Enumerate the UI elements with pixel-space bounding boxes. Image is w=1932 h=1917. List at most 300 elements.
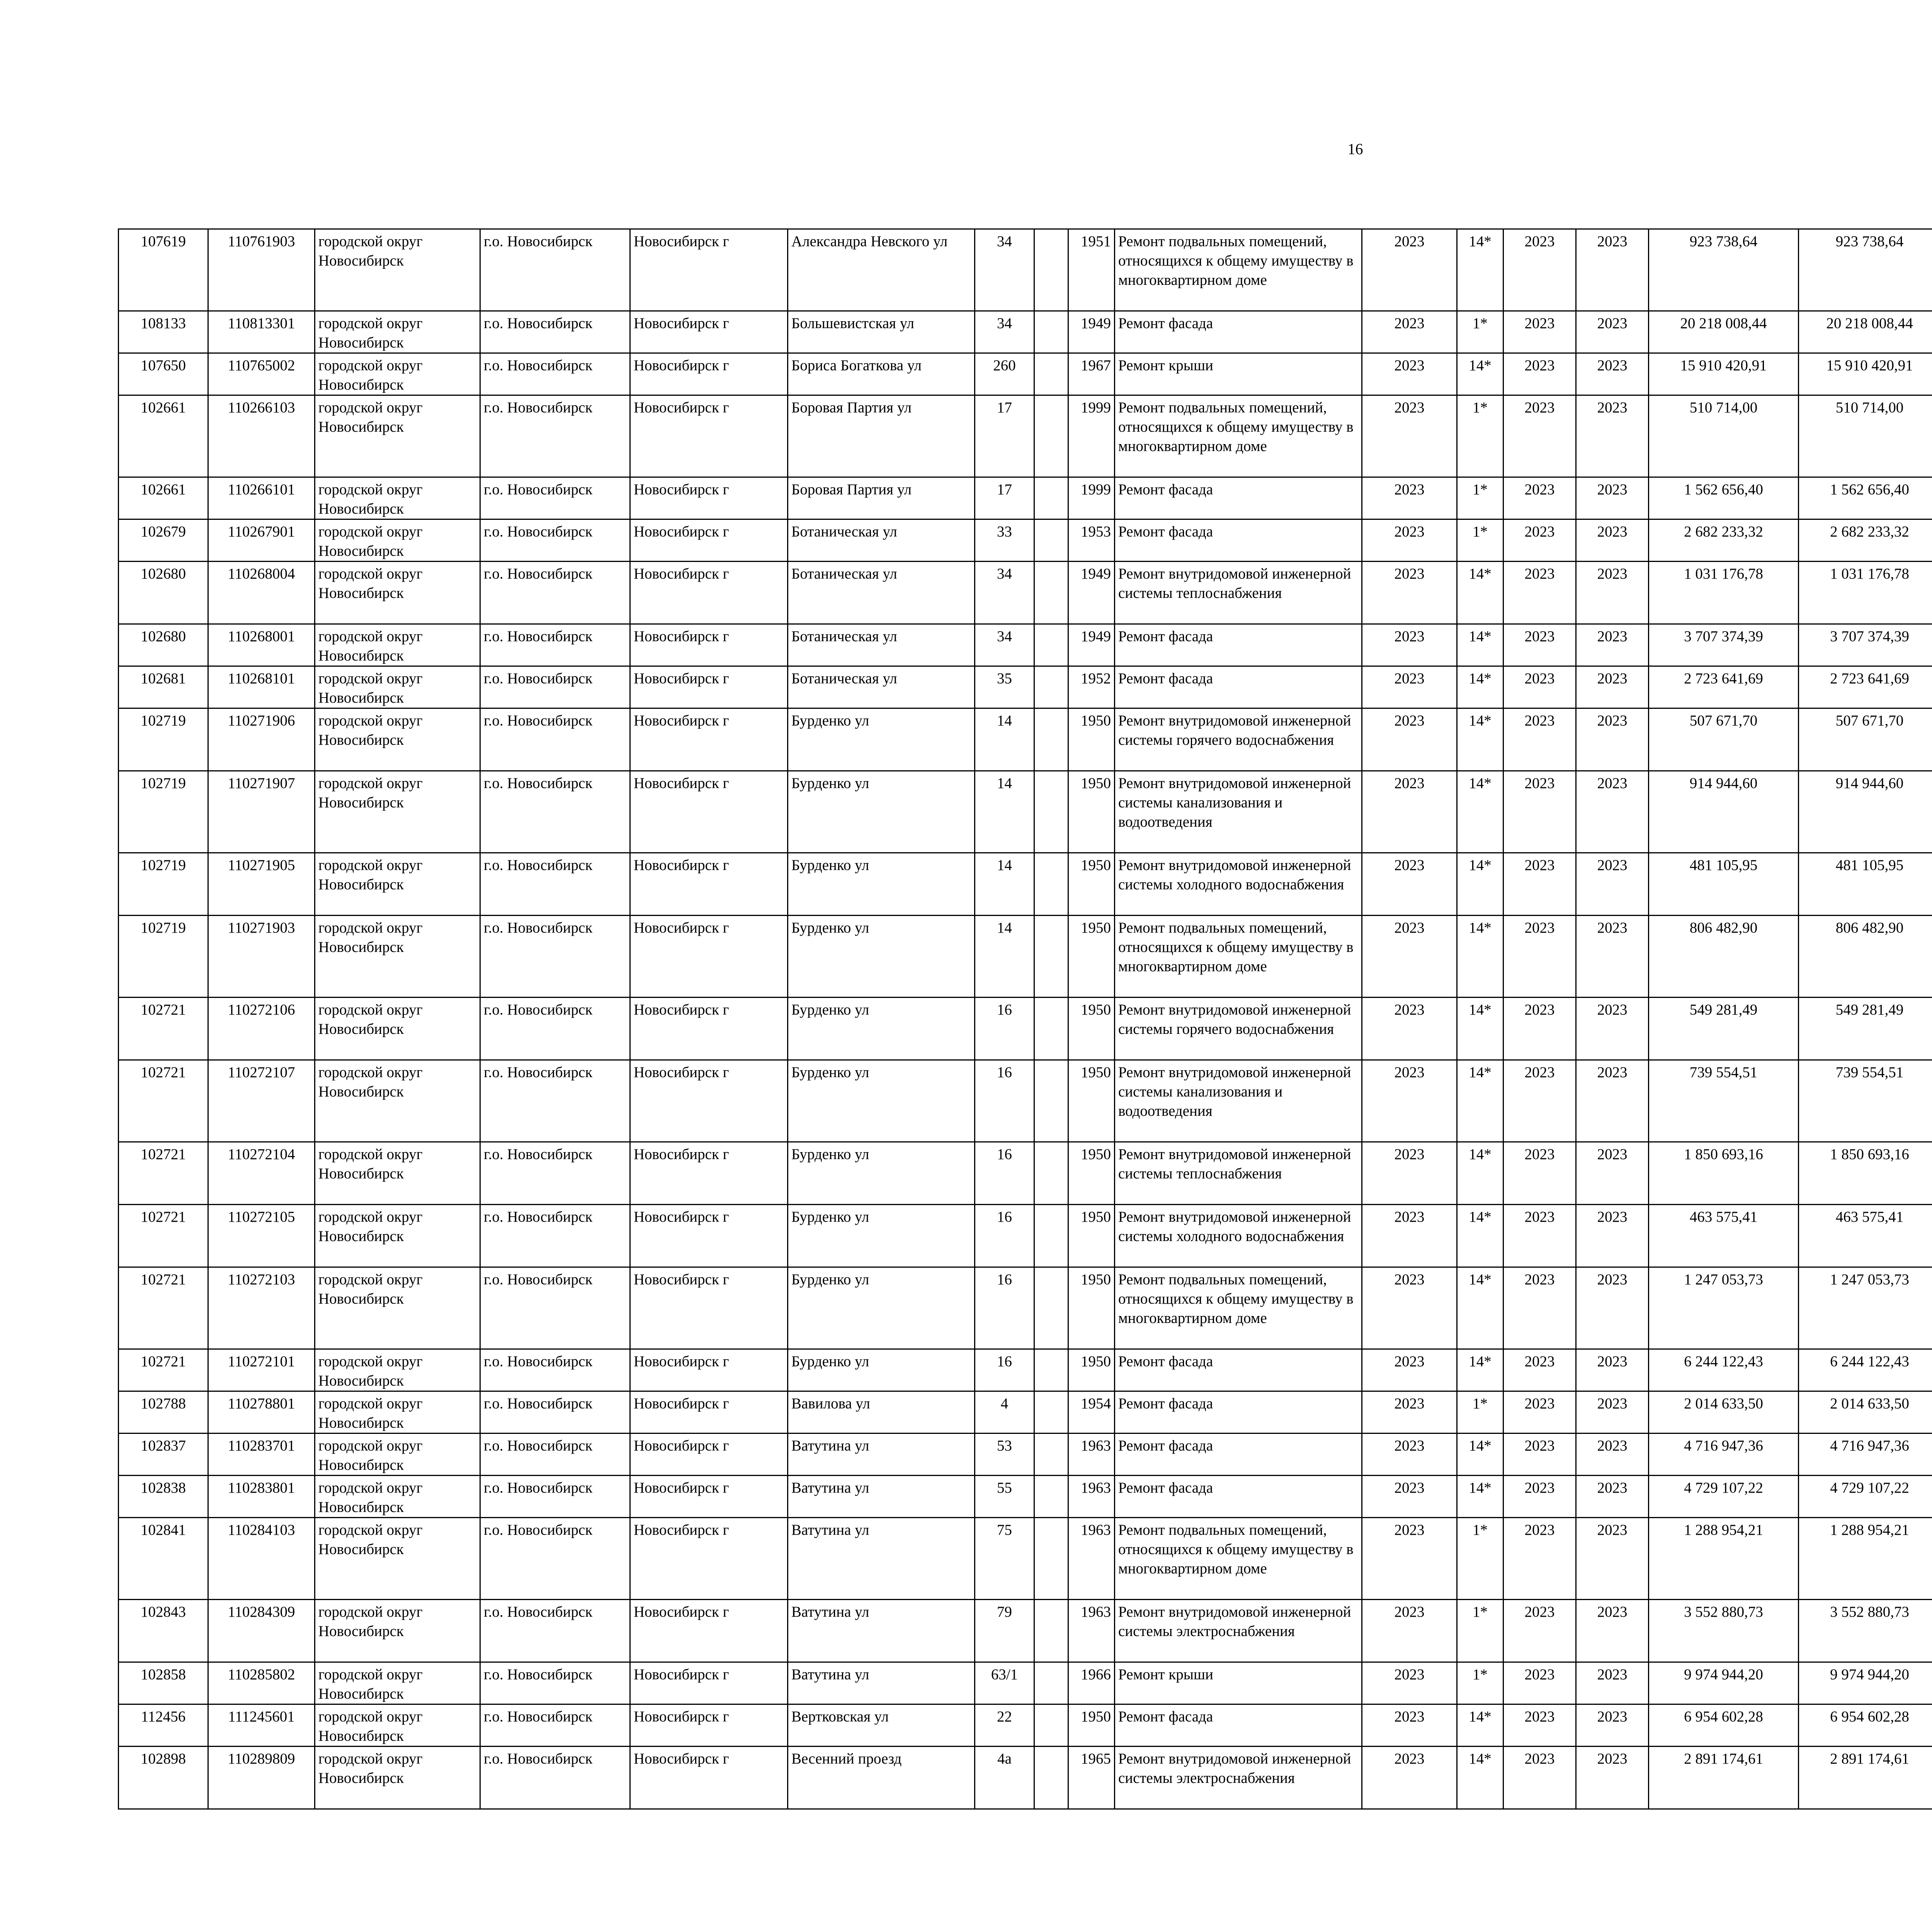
cell-work-type: Ремонт подвальных помещений, относящихся к общему имуществу в многоквартирном доме: [1115, 916, 1362, 998]
cell-building: [1034, 519, 1068, 562]
cell-building: [1034, 311, 1068, 353]
cell-building: [1034, 1205, 1068, 1267]
cell-mo: г.о. Новосибирск: [480, 916, 630, 998]
cell-regional-fund: 3 552 880,73: [1799, 1600, 1932, 1662]
cell-building: [1034, 916, 1068, 998]
cell-year-built: 1954: [1068, 1391, 1115, 1433]
cell-building: [1034, 1747, 1068, 1809]
cell-house: 16: [975, 1205, 1034, 1267]
cell-building: [1034, 1600, 1068, 1662]
cell-house-id: 102680: [119, 562, 208, 624]
cell-city: Новосибирск г: [630, 311, 788, 353]
cell-year-built: 1963: [1068, 1518, 1115, 1600]
cell-house-id: 102719: [119, 916, 208, 998]
cell-city: Новосибирск г: [630, 624, 788, 666]
table-row: [119, 771, 1932, 853]
cell-year-built: 1963: [1068, 1433, 1115, 1476]
cell-footnote: 14*: [1457, 1433, 1503, 1476]
cell-year-plan: 2023: [1362, 229, 1457, 311]
cell-okrug: городской округ Новосибирск: [315, 1060, 480, 1142]
cell-street: Вавилова ул: [788, 1391, 975, 1433]
cell-work-id: 110285802: [208, 1662, 315, 1704]
cell-footnote: 1*: [1457, 1662, 1503, 1704]
cell-footnote: 14*: [1457, 708, 1503, 771]
table-row: [119, 519, 1932, 562]
table-row: [119, 1433, 1932, 1476]
cell-year-end: 2023: [1576, 1349, 1649, 1391]
cell-year-start: 2023: [1503, 1704, 1576, 1747]
cell-year-plan: 2023: [1362, 562, 1457, 624]
cell-city: Новосибирск г: [630, 1600, 788, 1662]
cell-year-plan: 2023: [1362, 311, 1457, 353]
cell-mo: г.о. Новосибирск: [480, 1662, 630, 1704]
table-row: [119, 1662, 1932, 1704]
table-row: [119, 1060, 1932, 1142]
cell-footnote: 14*: [1457, 771, 1503, 853]
cell-house: 14: [975, 708, 1034, 771]
cell-footnote: 14*: [1457, 916, 1503, 998]
cell-street: Вертковская ул: [788, 1704, 975, 1747]
cell-okrug: городской округ Новосибирск: [315, 771, 480, 853]
cell-mo: г.о. Новосибирск: [480, 477, 630, 519]
table-row: [119, 1391, 1932, 1433]
cell-work-id: 110765002: [208, 353, 315, 395]
cell-regional-fund: 481 105,95: [1799, 853, 1932, 916]
cell-year-built: 1999: [1068, 477, 1115, 519]
cell-footnote: 1*: [1457, 1518, 1503, 1600]
cell-year-start: 2023: [1503, 395, 1576, 477]
cell-year-built: 1950: [1068, 708, 1115, 771]
cell-year-end: 2023: [1576, 1476, 1649, 1518]
cell-year-end: 2023: [1576, 1704, 1649, 1747]
cell-work-id: 110272103: [208, 1267, 315, 1349]
cell-house-id: 102719: [119, 771, 208, 853]
cell-street: Ватутина ул: [788, 1476, 975, 1518]
cell-year-end: 2023: [1576, 1433, 1649, 1476]
cell-total-cost: 1 288 954,21: [1649, 1518, 1799, 1600]
cell-okrug: городской округ Новосибирск: [315, 1433, 480, 1476]
cell-total-cost: 739 554,51: [1649, 1060, 1799, 1142]
cell-house: 16: [975, 1349, 1034, 1391]
cell-footnote: 14*: [1457, 1476, 1503, 1518]
cell-mo: г.о. Новосибирск: [480, 1476, 630, 1518]
cell-house: 14: [975, 916, 1034, 998]
cell-house-id: 102838: [119, 1476, 208, 1518]
cell-work-id: 110268004: [208, 562, 315, 624]
cell-regional-fund: 6 244 122,43: [1799, 1349, 1932, 1391]
cell-year-plan: 2023: [1362, 916, 1457, 998]
cell-year-plan: 2023: [1362, 353, 1457, 395]
cell-street: Бурденко ул: [788, 1060, 975, 1142]
cell-house: 17: [975, 395, 1034, 477]
cell-work-id: 110272105: [208, 1205, 315, 1267]
cell-year-start: 2023: [1503, 519, 1576, 562]
cell-house: 33: [975, 519, 1034, 562]
cell-house: 260: [975, 353, 1034, 395]
cell-year-built: 1950: [1068, 998, 1115, 1060]
cell-work-id: 110272104: [208, 1142, 315, 1205]
cell-okrug: городской округ Новосибирск: [315, 1142, 480, 1205]
cell-year-plan: 2023: [1362, 1349, 1457, 1391]
cell-work-id: 110271907: [208, 771, 315, 853]
cell-street: Бурденко ул: [788, 853, 975, 916]
cell-year-plan: 2023: [1362, 519, 1457, 562]
cell-work-type: Ремонт внутридомовой инженерной системы холодного водоснабжения: [1115, 1205, 1362, 1267]
cell-city: Новосибирск г: [630, 1205, 788, 1267]
cell-street: Александра Невского ул: [788, 229, 975, 311]
cell-okrug: городской округ Новосибирск: [315, 1600, 480, 1662]
cell-building: [1034, 1476, 1068, 1518]
cell-city: Новосибирск г: [630, 708, 788, 771]
cell-okrug: городской округ Новосибирск: [315, 708, 480, 771]
cell-house: 16: [975, 1142, 1034, 1205]
cell-street: Ватутина ул: [788, 1662, 975, 1704]
cell-footnote: 1*: [1457, 1600, 1503, 1662]
cell-work-type: Ремонт фасада: [1115, 311, 1362, 353]
cell-work-id: 110813301: [208, 311, 315, 353]
cell-city: Новосибирск г: [630, 1349, 788, 1391]
cell-footnote: 14*: [1457, 353, 1503, 395]
cell-mo: г.о. Новосибирск: [480, 1349, 630, 1391]
cell-footnote: 14*: [1457, 998, 1503, 1060]
cell-year-end: 2023: [1576, 1205, 1649, 1267]
cell-year-start: 2023: [1503, 1600, 1576, 1662]
table-row: [119, 562, 1932, 624]
cell-regional-fund: 739 554,51: [1799, 1060, 1932, 1142]
cell-work-id: 110271906: [208, 708, 315, 771]
cell-street: Бурденко ул: [788, 1205, 975, 1267]
cell-year-start: 2023: [1503, 562, 1576, 624]
cell-year-built: 1953: [1068, 519, 1115, 562]
cell-total-cost: 2 682 233,32: [1649, 519, 1799, 562]
cell-work-type: Ремонт фасада: [1115, 666, 1362, 708]
cell-footnote: 14*: [1457, 229, 1503, 311]
cell-year-built: 1950: [1068, 1267, 1115, 1349]
cell-okrug: городской округ Новосибирск: [315, 1476, 480, 1518]
cell-work-id: 110278801: [208, 1391, 315, 1433]
cell-house: 55: [975, 1476, 1034, 1518]
cell-work-id: 110267901: [208, 519, 315, 562]
cell-street: Весенний проезд: [788, 1747, 975, 1809]
cell-total-cost: 806 482,90: [1649, 916, 1799, 998]
cell-okrug: городской округ Новосибирск: [315, 562, 480, 624]
cell-year-plan: 2023: [1362, 477, 1457, 519]
cell-year-end: 2023: [1576, 708, 1649, 771]
cell-building: [1034, 666, 1068, 708]
cell-city: Новосибирск г: [630, 395, 788, 477]
cell-year-built: 1952: [1068, 666, 1115, 708]
cell-house-id: 102721: [119, 998, 208, 1060]
cell-city: Новосибирск г: [630, 771, 788, 853]
cell-footnote: 14*: [1457, 1267, 1503, 1349]
cell-mo: г.о. Новосибирск: [480, 229, 630, 311]
cell-street: Бурденко ул: [788, 708, 975, 771]
cell-year-end: 2023: [1576, 562, 1649, 624]
cell-year-end: 2023: [1576, 1060, 1649, 1142]
table-row: [119, 666, 1932, 708]
cell-house: 53: [975, 1433, 1034, 1476]
cell-house-id: 102721: [119, 1142, 208, 1205]
cell-year-end: 2023: [1576, 311, 1649, 353]
cell-year-start: 2023: [1503, 477, 1576, 519]
cell-work-type: Ремонт внутридомовой инженерной системы холодного водоснабжения: [1115, 853, 1362, 916]
cell-year-built: 1999: [1068, 395, 1115, 477]
cell-work-id: 110271903: [208, 916, 315, 998]
cell-building: [1034, 1349, 1068, 1391]
cell-year-start: 2023: [1503, 708, 1576, 771]
cell-regional-fund: 20 218 008,44: [1799, 311, 1932, 353]
cell-work-id: 110268101: [208, 666, 315, 708]
cell-work-type: Ремонт фасада: [1115, 1391, 1362, 1433]
cell-house: 35: [975, 666, 1034, 708]
cell-regional-fund: 9 974 944,20: [1799, 1662, 1932, 1704]
cell-house-id: 112456: [119, 1704, 208, 1747]
cell-total-cost: 1 562 656,40: [1649, 477, 1799, 519]
cell-total-cost: 1 850 693,16: [1649, 1142, 1799, 1205]
cell-year-built: 1950: [1068, 1349, 1115, 1391]
cell-street: Бурденко ул: [788, 998, 975, 1060]
cell-work-type: Ремонт подвальных помещений, относящихся к общему имуществу в многоквартирном доме: [1115, 395, 1362, 477]
cell-regional-fund: 1 247 053,73: [1799, 1267, 1932, 1349]
cell-work-type: Ремонт крыши: [1115, 1662, 1362, 1704]
cell-year-end: 2023: [1576, 1662, 1649, 1704]
table-row: [119, 353, 1932, 395]
table-row: [119, 1205, 1932, 1267]
table-row: [119, 998, 1932, 1060]
cell-okrug: городской округ Новосибирск: [315, 311, 480, 353]
cell-house: 34: [975, 311, 1034, 353]
cell-year-built: 1951: [1068, 229, 1115, 311]
cell-year-built: 1963: [1068, 1600, 1115, 1662]
cell-house-id: 102719: [119, 708, 208, 771]
cell-year-plan: 2023: [1362, 771, 1457, 853]
cell-work-id: 110283701: [208, 1433, 315, 1476]
cell-building: [1034, 477, 1068, 519]
cell-year-start: 2023: [1503, 1476, 1576, 1518]
cell-year-end: 2023: [1576, 1600, 1649, 1662]
cell-mo: г.о. Новосибирск: [480, 1142, 630, 1205]
cell-city: Новосибирск г: [630, 1704, 788, 1747]
cell-year-built: 1949: [1068, 562, 1115, 624]
cell-mo: г.о. Новосибирск: [480, 395, 630, 477]
cell-regional-fund: 2 014 633,50: [1799, 1391, 1932, 1433]
cell-year-end: 2023: [1576, 519, 1649, 562]
cell-building: [1034, 1267, 1068, 1349]
cell-year-plan: 2023: [1362, 624, 1457, 666]
cell-year-plan: 2023: [1362, 708, 1457, 771]
cell-year-built: 1949: [1068, 624, 1115, 666]
cell-total-cost: 1 031 176,78: [1649, 562, 1799, 624]
cell-year-end: 2023: [1576, 916, 1649, 998]
cell-total-cost: 20 218 008,44: [1649, 311, 1799, 353]
cell-okrug: городской округ Новосибирск: [315, 1205, 480, 1267]
cell-footnote: 1*: [1457, 477, 1503, 519]
cell-work-id: 110761903: [208, 229, 315, 311]
cell-regional-fund: 4 716 947,36: [1799, 1433, 1932, 1476]
cell-total-cost: 914 944,60: [1649, 771, 1799, 853]
cell-okrug: городской округ Новосибирск: [315, 916, 480, 998]
cell-total-cost: 923 738,64: [1649, 229, 1799, 311]
cell-total-cost: 4 716 947,36: [1649, 1433, 1799, 1476]
cell-house-id: 102837: [119, 1433, 208, 1476]
cell-year-plan: 2023: [1362, 1205, 1457, 1267]
cell-city: Новосибирск г: [630, 1747, 788, 1809]
cell-year-plan: 2023: [1362, 666, 1457, 708]
cell-year-plan: 2023: [1362, 1060, 1457, 1142]
cell-okrug: городской округ Новосибирск: [315, 229, 480, 311]
cell-work-type: Ремонт фасада: [1115, 624, 1362, 666]
cell-street: Ватутина ул: [788, 1518, 975, 1600]
cell-okrug: городской округ Новосибирск: [315, 1747, 480, 1809]
cell-city: Новосибирск г: [630, 1433, 788, 1476]
cell-city: Новосибирск г: [630, 1267, 788, 1349]
cell-house: 16: [975, 1060, 1034, 1142]
cell-street: Бурденко ул: [788, 1267, 975, 1349]
cell-building: [1034, 624, 1068, 666]
table-row: [119, 229, 1932, 311]
cell-year-plan: 2023: [1362, 1476, 1457, 1518]
cell-regional-fund: 3 707 374,39: [1799, 624, 1932, 666]
cell-regional-fund: 4 729 107,22: [1799, 1476, 1932, 1518]
cell-year-start: 2023: [1503, 1518, 1576, 1600]
cell-city: Новосибирск г: [630, 1060, 788, 1142]
cell-total-cost: 6 954 602,28: [1649, 1704, 1799, 1747]
cell-work-type: Ремонт внутридомовой инженерной системы электроснабжения: [1115, 1747, 1362, 1809]
cell-house-id: 108133: [119, 311, 208, 353]
cell-house-id: 102721: [119, 1267, 208, 1349]
cell-year-built: 1965: [1068, 1747, 1115, 1809]
cell-house-id: 102721: [119, 1205, 208, 1267]
cell-house: 17: [975, 477, 1034, 519]
cell-work-id: 111245601: [208, 1704, 315, 1747]
cell-year-end: 2023: [1576, 771, 1649, 853]
cell-house: 4а: [975, 1747, 1034, 1809]
cell-year-start: 2023: [1503, 916, 1576, 998]
cell-year-end: 2023: [1576, 998, 1649, 1060]
cell-building: [1034, 1704, 1068, 1747]
table-row: [119, 624, 1932, 666]
cell-year-built: 1949: [1068, 311, 1115, 353]
cell-year-start: 2023: [1503, 1433, 1576, 1476]
cell-work-type: Ремонт подвальных помещений, относящихся к общему имуществу в многоквартирном доме: [1115, 229, 1362, 311]
cell-year-plan: 2023: [1362, 1518, 1457, 1600]
cell-year-built: 1963: [1068, 1476, 1115, 1518]
cell-footnote: 14*: [1457, 1142, 1503, 1205]
cell-year-built: 1967: [1068, 353, 1115, 395]
cell-regional-fund: 463 575,41: [1799, 1205, 1932, 1267]
cell-city: Новосибирск г: [630, 519, 788, 562]
cell-building: [1034, 771, 1068, 853]
cell-work-type: Ремонт фасада: [1115, 1433, 1362, 1476]
cell-mo: г.о. Новосибирск: [480, 1391, 630, 1433]
cell-city: Новосибирск г: [630, 562, 788, 624]
cell-building: [1034, 1662, 1068, 1704]
cell-house: 22: [975, 1704, 1034, 1747]
cell-street: Бурденко ул: [788, 771, 975, 853]
cell-regional-fund: 2 891 174,61: [1799, 1747, 1932, 1809]
cell-okrug: городской округ Новосибирск: [315, 1704, 480, 1747]
cell-city: Новосибирск г: [630, 353, 788, 395]
cell-footnote: 14*: [1457, 666, 1503, 708]
cell-work-type: Ремонт внутридомовой инженерной системы теплоснабжения: [1115, 562, 1362, 624]
cell-year-plan: 2023: [1362, 853, 1457, 916]
cell-work-type: Ремонт подвальных помещений, относящихся к общему имуществу в многоквартирном доме: [1115, 1518, 1362, 1600]
cell-street: Боровая Партия ул: [788, 477, 975, 519]
cell-footnote: 14*: [1457, 1704, 1503, 1747]
cell-house: 16: [975, 998, 1034, 1060]
cell-year-start: 2023: [1503, 998, 1576, 1060]
cell-total-cost: 2 891 174,61: [1649, 1747, 1799, 1809]
cell-okrug: городской округ Новосибирск: [315, 519, 480, 562]
cell-street: Бурденко ул: [788, 916, 975, 998]
cell-year-plan: 2023: [1362, 1267, 1457, 1349]
cell-regional-fund: 1 850 693,16: [1799, 1142, 1932, 1205]
cell-street: Ботаническая ул: [788, 666, 975, 708]
cell-house-id: 107619: [119, 229, 208, 311]
cell-house: 16: [975, 1267, 1034, 1349]
cell-work-type: Ремонт фасада: [1115, 477, 1362, 519]
cell-okrug: городской округ Новосибирск: [315, 1391, 480, 1433]
cell-house: 75: [975, 1518, 1034, 1600]
cell-work-id: 110289809: [208, 1747, 315, 1809]
cell-house-id: 102661: [119, 395, 208, 477]
cell-street: Бурденко ул: [788, 1142, 975, 1205]
cell-regional-fund: 914 944,60: [1799, 771, 1932, 853]
cell-mo: г.о. Новосибирск: [480, 708, 630, 771]
cell-house-id: 102841: [119, 1518, 208, 1600]
cell-regional-fund: 510 714,00: [1799, 395, 1932, 477]
cell-mo: г.о. Новосибирск: [480, 311, 630, 353]
cell-city: Новосибирск г: [630, 1142, 788, 1205]
cell-house: 4: [975, 1391, 1034, 1433]
cell-work-id: 110272101: [208, 1349, 315, 1391]
table-row: [119, 916, 1932, 998]
cell-year-start: 2023: [1503, 771, 1576, 853]
cell-total-cost: 549 281,49: [1649, 998, 1799, 1060]
cell-year-start: 2023: [1503, 853, 1576, 916]
cell-footnote: 14*: [1457, 562, 1503, 624]
cell-house-id: 102843: [119, 1600, 208, 1662]
cell-year-end: 2023: [1576, 1142, 1649, 1205]
cell-year-built: 1950: [1068, 1142, 1115, 1205]
cell-year-built: 1950: [1068, 771, 1115, 853]
cell-street: Большевистская ул: [788, 311, 975, 353]
cell-work-id: 110271905: [208, 853, 315, 916]
cell-year-plan: 2023: [1362, 998, 1457, 1060]
cell-year-end: 2023: [1576, 1267, 1649, 1349]
cell-house-id: 102788: [119, 1391, 208, 1433]
cell-work-type: Ремонт крыши: [1115, 353, 1362, 395]
cell-okrug: городской округ Новосибирск: [315, 1662, 480, 1704]
cell-footnote: 14*: [1457, 853, 1503, 916]
cell-house: 34: [975, 562, 1034, 624]
cell-total-cost: 4 729 107,22: [1649, 1476, 1799, 1518]
cell-total-cost: 481 105,95: [1649, 853, 1799, 916]
cell-okrug: городской округ Новосибирск: [315, 395, 480, 477]
cell-year-end: 2023: [1576, 624, 1649, 666]
cell-street: Ватутина ул: [788, 1600, 975, 1662]
cell-city: Новосибирск г: [630, 1391, 788, 1433]
cell-year-start: 2023: [1503, 624, 1576, 666]
cell-house: 34: [975, 229, 1034, 311]
cell-house-id: 102858: [119, 1662, 208, 1704]
cell-city: Новосибирск г: [630, 916, 788, 998]
cell-house-id: 102661: [119, 477, 208, 519]
cell-year-built: 1966: [1068, 1662, 1115, 1704]
cell-mo: г.о. Новосибирск: [480, 998, 630, 1060]
cell-year-start: 2023: [1503, 1662, 1576, 1704]
cell-mo: г.о. Новосибирск: [480, 1205, 630, 1267]
